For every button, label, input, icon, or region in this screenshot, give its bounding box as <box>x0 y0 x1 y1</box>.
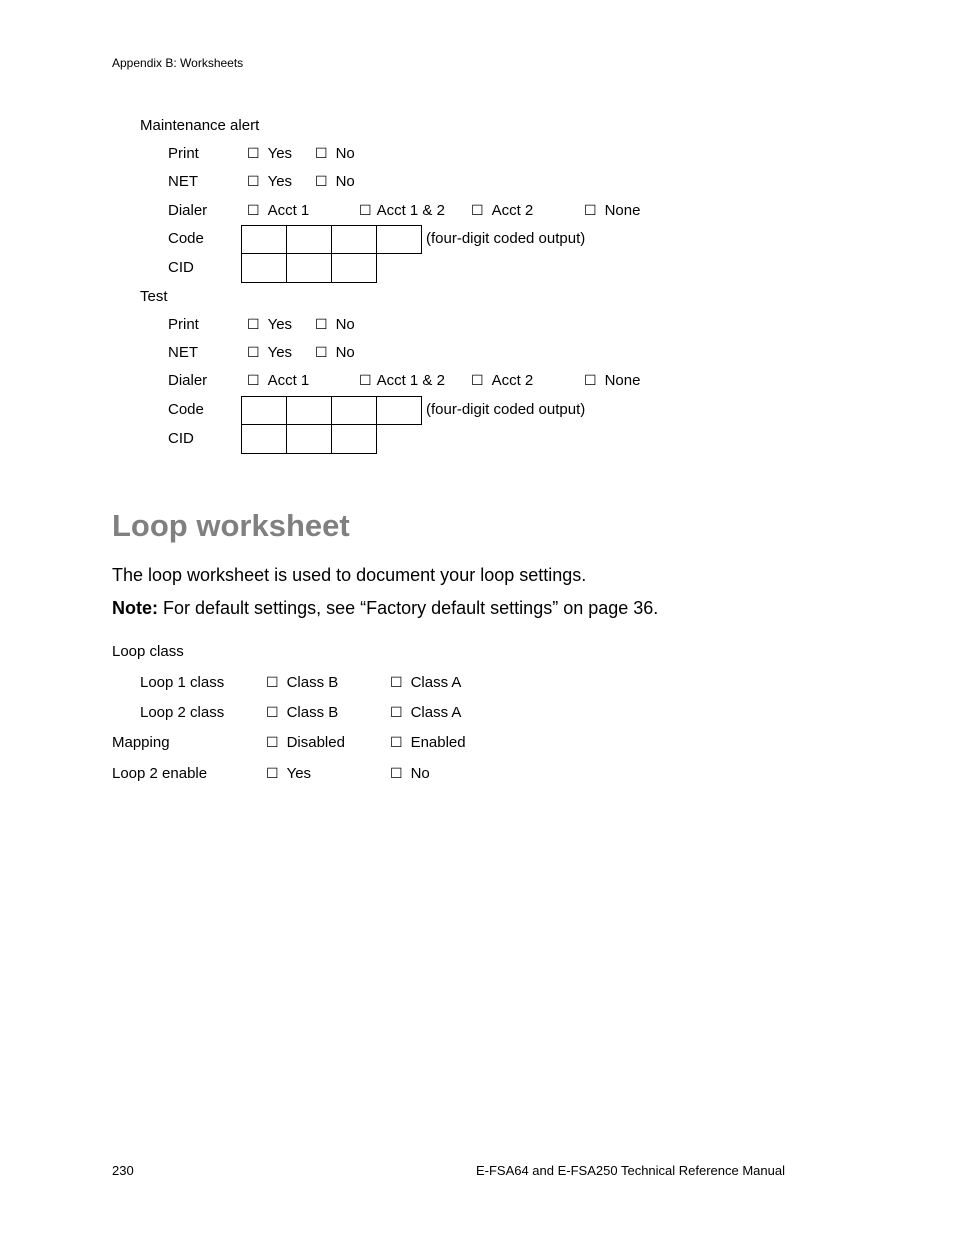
checkbox-icon: ☐ <box>247 174 260 190</box>
test-dialer-label: Dialer <box>168 372 208 389</box>
test-cid-digit-3[interactable] <box>331 424 377 454</box>
test-net-yes[interactable]: ☐ Yes <box>247 344 293 361</box>
maintenance-cid-label: CID <box>168 259 194 276</box>
test-cid-digit-2[interactable] <box>286 424 332 454</box>
test-dialer-none[interactable]: ☐ None <box>584 372 641 389</box>
checkbox-icon: ☐ <box>247 146 260 162</box>
test-code-digit-2[interactable] <box>286 396 332 425</box>
loop1-class-b[interactable]: ☐ Class B <box>266 674 339 691</box>
checkbox-icon: ☐ <box>471 373 484 389</box>
maintenance-code-label: Code <box>168 230 204 247</box>
maintenance-net-yes[interactable]: ☐ Yes <box>247 173 293 190</box>
checkbox-icon: ☐ <box>315 146 328 162</box>
test-cid-label: CID <box>168 430 194 447</box>
checkbox-icon: ☐ <box>390 735 403 751</box>
test-dialer-acct1[interactable]: ☐ Acct 1 <box>247 372 310 389</box>
test-dialer-acct12[interactable]: ☐ Acct 1 & 2 <box>359 372 445 389</box>
maintenance-code-note: (four-digit coded output) <box>426 230 586 247</box>
maintenance-code-digit-3[interactable] <box>331 225 377 254</box>
checkbox-icon: ☐ <box>266 735 279 751</box>
checkbox-icon: ☐ <box>359 373 372 389</box>
maintenance-code-digit-4[interactable] <box>376 225 422 254</box>
loop2-enable-label: Loop 2 enable <box>112 765 208 782</box>
test-title: Test <box>140 288 168 305</box>
note-text: For default settings, see “Factory default settings” on page 36. <box>163 598 659 618</box>
checkbox-icon: ☐ <box>315 345 328 361</box>
mapping-enabled[interactable]: ☐ Enabled <box>390 734 466 751</box>
checkbox-icon: ☐ <box>266 675 279 691</box>
mapping-disabled[interactable]: ☐ Disabled <box>266 734 345 751</box>
checkbox-icon: ☐ <box>247 373 260 389</box>
maintenance-cid-digit-3[interactable] <box>331 253 377 283</box>
note-label: Note: <box>112 598 158 618</box>
maintenance-net-no[interactable]: ☐ No <box>315 173 355 190</box>
test-net-label: NET <box>168 344 198 361</box>
checkbox-icon: ☐ <box>247 317 260 333</box>
loop1-class-a[interactable]: ☐ Class A <box>390 674 462 691</box>
maintenance-code-digit-2[interactable] <box>286 225 332 254</box>
checkbox-icon: ☐ <box>247 345 260 361</box>
test-print-no[interactable]: ☐ No <box>315 316 355 333</box>
checkbox-icon: ☐ <box>266 766 279 782</box>
maintenance-cid-digit-1[interactable] <box>241 253 287 283</box>
page-number: 230 <box>112 1163 134 1178</box>
maintenance-print-yes[interactable]: ☐ Yes <box>247 145 293 162</box>
maintenance-code-digit-1[interactable] <box>241 225 287 254</box>
maintenance-print-label: Print <box>168 145 199 162</box>
maintenance-dialer-acct1[interactable]: ☐ Acct 1 <box>247 202 310 219</box>
test-code-digit-3[interactable] <box>331 396 377 425</box>
checkbox-icon: ☐ <box>390 766 403 782</box>
maintenance-print-no[interactable]: ☐ No <box>315 145 355 162</box>
loop-note <box>112 598 658 619</box>
maintenance-cid-digit-2[interactable] <box>286 253 332 283</box>
loop2-class-b[interactable]: ☐ Class B <box>266 704 339 721</box>
test-dialer-acct2[interactable]: ☐ Acct 2 <box>471 372 534 389</box>
loop-worksheet-heading: Loop worksheet <box>112 508 350 543</box>
test-print-yes[interactable]: ☐ Yes <box>247 316 293 333</box>
test-code-note: (four-digit coded output) <box>426 401 586 418</box>
checkbox-icon: ☐ <box>247 203 260 219</box>
mapping-label: Mapping <box>112 734 170 751</box>
checkbox-icon: ☐ <box>471 203 484 219</box>
test-print-label: Print <box>168 316 199 333</box>
test-code-digit-1[interactable] <box>241 396 287 425</box>
running-header: Appendix B: Worksheets <box>112 56 244 70</box>
test-cid-digit-1[interactable] <box>241 424 287 454</box>
loop-intro: The loop worksheet is used to document your loop settings. <box>112 565 587 585</box>
test-code-label: Code <box>168 401 204 418</box>
loop2-class-label: Loop 2 class <box>140 704 225 721</box>
maintenance-dialer-acct12[interactable]: ☐ Acct 1 & 2 <box>359 202 445 219</box>
checkbox-icon: ☐ <box>390 705 403 721</box>
maintenance-title: Maintenance alert <box>140 117 260 134</box>
test-net-no[interactable]: ☐ No <box>315 344 355 361</box>
checkbox-icon: ☐ <box>584 203 597 219</box>
manual-title: E-FSA64 and E-FSA250 Technical Reference Manual <box>475 1163 785 1178</box>
loop2-class-a[interactable]: ☐ Class A <box>390 704 462 721</box>
maintenance-dialer-label: Dialer <box>168 202 208 219</box>
checkbox-icon: ☐ <box>266 705 279 721</box>
checkbox-icon: ☐ <box>359 203 372 219</box>
loop1-class-label: Loop 1 class <box>140 674 225 691</box>
checkbox-icon: ☐ <box>584 373 597 389</box>
loop2-enable-yes[interactable]: ☐ Yes <box>266 765 312 782</box>
checkbox-icon: ☐ <box>315 174 328 190</box>
maintenance-net-label: NET <box>168 173 198 190</box>
maintenance-dialer-none[interactable]: ☐ None <box>584 202 641 219</box>
checkbox-icon: ☐ <box>315 317 328 333</box>
loop-class-title: Loop class <box>112 643 184 660</box>
test-code-digit-4[interactable] <box>376 396 422 425</box>
loop2-enable-no[interactable]: ☐ No <box>390 765 430 782</box>
checkbox-icon: ☐ <box>390 675 403 691</box>
maintenance-dialer-acct2[interactable]: ☐ Acct 2 <box>471 202 534 219</box>
